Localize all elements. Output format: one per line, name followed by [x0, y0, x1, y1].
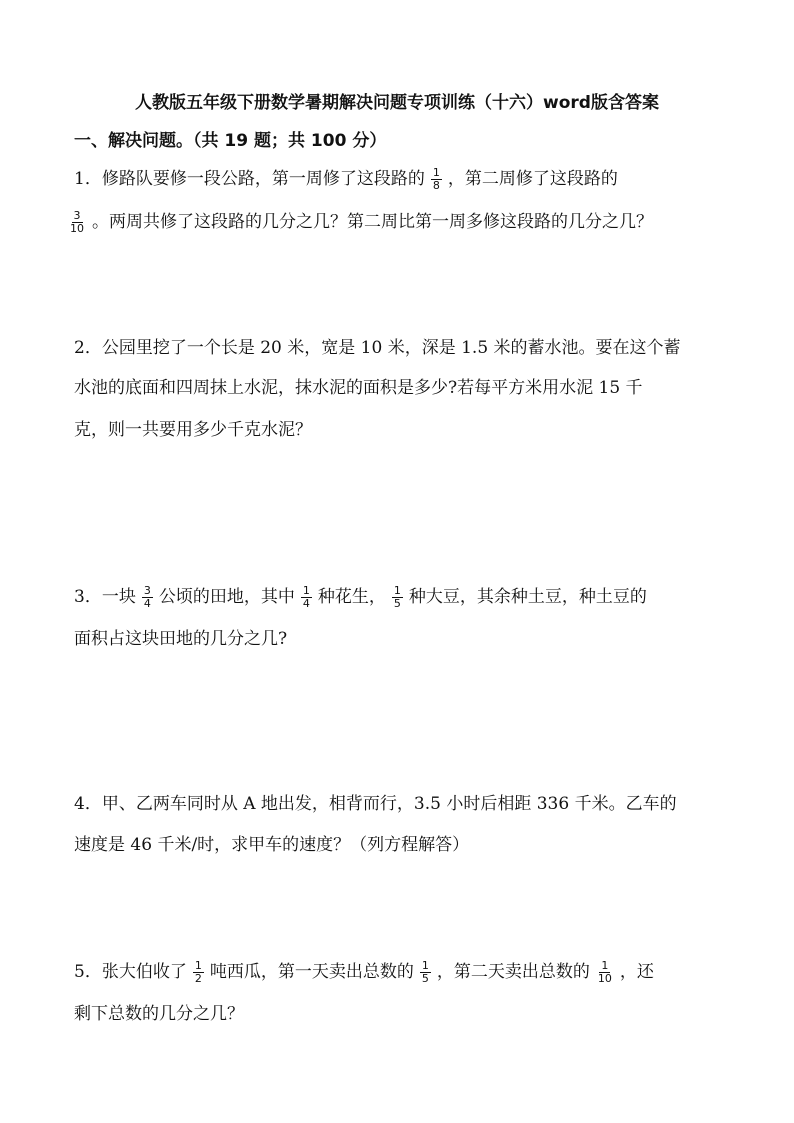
fraction-1-5b: $\frac{1}{5}$	[421, 959, 429, 985]
section-heading: 一、解决问题。（共 19 题；共 100 分）	[74, 131, 387, 151]
question-1-line-1	[74, 167, 618, 192]
question-5-text-c: ，第二天卖出总数的	[436, 962, 590, 982]
document-title: 人教版五年级下册数学暑期解决问题专项训练（十六）word版含答案	[135, 93, 659, 113]
question-4-line-2: 速度是 46 千米/时，求甲车的速度？（列方程解答）	[74, 835, 470, 855]
question-2-line-1: 2．公园里挖了一个长是 20 米，宽是 10 米，深是 1.5 米的蓄水池。要在这个蓄	[74, 338, 681, 358]
question-3-text-c: 种花生，	[317, 587, 386, 607]
question-5-line-2: 剩下总数的几分之几？	[74, 1004, 244, 1024]
question-1-text-c: 。两周共修了这段路的几分之几？第二周比第一周多修这段路的几分之几？	[92, 212, 653, 232]
fraction-1-2: $\frac{1}{2}$	[194, 959, 202, 985]
question-5-text-d: ，还	[619, 962, 654, 982]
fraction-1-8: $\frac{1}{8}$	[432, 166, 440, 192]
fraction-1-4: $\frac{1}{4}$	[302, 584, 310, 610]
question-3-text-a: 3．一块	[74, 587, 136, 607]
question-2-line-2: 水池的底面和四周抹上水泥，抹水泥的面积是多少?若每平方米用水泥 15 千	[74, 378, 643, 398]
fraction-1-10: $\frac{1}{10}$	[597, 959, 612, 985]
question-3-line-1	[74, 585, 647, 610]
question-5-text-b: 吨西瓜，第一天卖出总数的	[209, 962, 414, 982]
question-3-text-d: 种大豆，其余种土豆，种土豆的	[408, 587, 647, 607]
question-1-text-a: 1．修路队要修一段公路，第一周修了这段路的	[74, 169, 425, 189]
question-5-line-1	[74, 960, 654, 985]
question-1-text-b: ，第二周修了这段路的	[447, 169, 618, 189]
question-5-text-a: 5．张大伯收了	[74, 962, 187, 982]
question-2-line-3: 克，则一共要用多少千克水泥？	[74, 420, 312, 440]
question-3-text-b: 公顷的田地，其中	[158, 587, 295, 607]
fraction-3-4: $\frac{3}{4}$	[143, 584, 151, 610]
question-3-line-2: 面积占这块田地的几分之几?	[74, 629, 288, 649]
fraction-3-10: $\frac{3}{10}$	[70, 209, 84, 235]
question-4-line-1: 4．甲、乙两车同时从 A 地出发，相背而行，3.5 小时后相距 336 千米。乙车的	[74, 794, 677, 814]
fraction-1-5: $\frac{1}{5}$	[393, 584, 401, 610]
question-1-line-2	[68, 210, 653, 235]
